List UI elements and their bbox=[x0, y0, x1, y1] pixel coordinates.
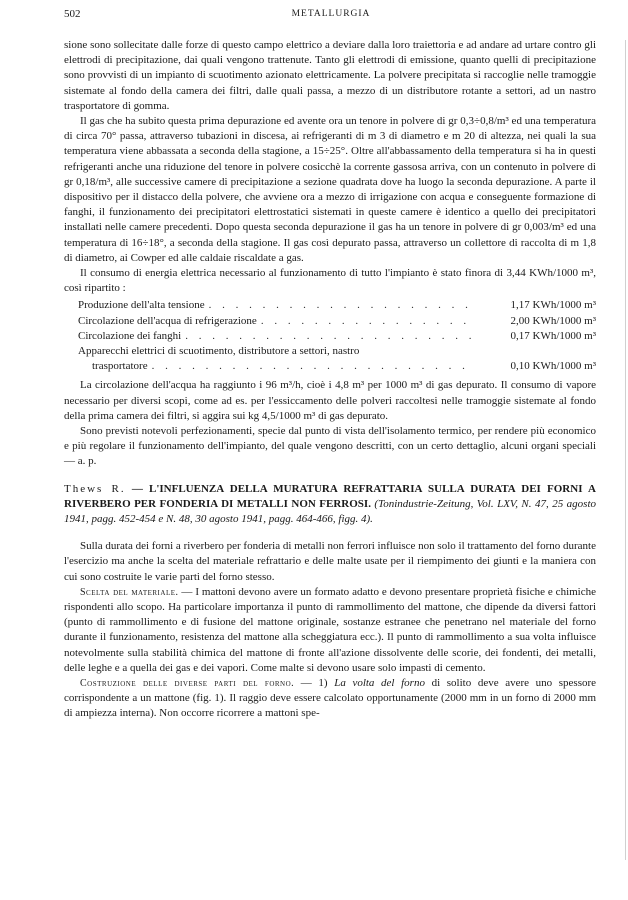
page-number: 502 bbox=[64, 8, 81, 20]
paragraph: Il consumo di energia elettrica necessario al funzionamento di tutto l'impianto è stato finora di 3,44 KWh/1000 m³, così ripartito : bbox=[64, 267, 596, 295]
leader-dots bbox=[181, 329, 474, 344]
energy-row bbox=[78, 298, 596, 313]
section-label: Scelta del materiale. bbox=[80, 586, 179, 598]
energy-value: 2,00 KWh/1000 m³ bbox=[510, 314, 596, 327]
energy-label: Produzione dell'alta tensione bbox=[78, 299, 205, 312]
article-heading bbox=[64, 482, 596, 528]
energy-row bbox=[78, 314, 596, 329]
article-author: Thews R. bbox=[64, 482, 126, 495]
paragraph: La circolazione dell'acqua ha raggiunto i 96 m³/h, cioè i 4,8 m³ per 1000 m³ di gas depurato. Il consumo di vapore necessario per diversi scopi, come ad es. per l'essiccamento delle polveri raccoltesi nelle tramoggie sistemate al fondo della prima camera dei filtri, si aggira sui kg 4,5/1000 m³ di gas depurato. bbox=[64, 379, 596, 422]
section-italic: La volta del forno bbox=[334, 677, 425, 690]
paragraph bbox=[64, 585, 596, 676]
section-number: — 1) bbox=[300, 677, 328, 690]
energy-value: 0,10 KWh/1000 m³ bbox=[510, 360, 596, 373]
energy-label: Circolazione dell'acqua di refrigerazione bbox=[78, 314, 257, 327]
energy-row bbox=[78, 329, 596, 344]
energy-value: 0,17 KWh/1000 m³ bbox=[510, 329, 596, 342]
leader-dots bbox=[257, 314, 474, 329]
article-source: (Tonindustrie-Zeitung, Vol. LXV, N. 47, 25 agosto 1941, pagg. 452-454 e N. 48, 30 agosto 1941, pagg. 464-466, figg. 4). bbox=[64, 497, 597, 526]
leader-dots bbox=[205, 298, 474, 313]
energy-row bbox=[78, 344, 596, 359]
page-edge-line bbox=[625, 40, 626, 860]
energy-value: 1,17 KWh/1000 m³ bbox=[510, 299, 596, 312]
energy-label: Apparecchi elettrici di scuotimento, distributore a settori, nastro bbox=[78, 345, 360, 358]
spacer bbox=[64, 470, 596, 482]
section-text: di solito deve avere uno spessore corrispondente a un mattone (fig. 1). Il raggio deve essere calcolato opportunamente (2000 mm in un forno di 2000 mm di ampiezza interna). Non occorre ricorrere a mattoni spe- bbox=[64, 677, 597, 720]
section-text: — I mattoni devono avere un formato adatto e devono presentare proprietà fisiche e chimiche rispondenti allo scopo. Ha particolare importanza il punto di rammollimento del mattone, che dipende da diversi fattori (punto di rammollimento e di fusione del mattone originale, sostanze estranee che penetrano nel materiale del forno durante il funzionamento, resistenza del mattone alla scheggiatura ecc.). Il punto di rammollimento a sua volta influisce notevolmente sulla stabilità chimica del mattone di fronte all'azione dissolvente delle scorie, dei fondenti, dei metalli, delle leghe e a quella dei gas e dei vapori. Come malte si devono usare solo impasti di cemento. bbox=[64, 585, 596, 674]
running-title: METALLURGIA bbox=[291, 9, 371, 19]
paragraph: Sulla durata dei forni a riverbero per fonderia di metalli non ferrori influisce non solo il trattamento del forno durante l'esercizio ma anche la scelta del materiale refrattario e delle malte usate per il riempimento dei giunti e la maniera con cui sono costruite le varie parti del forno stesso. bbox=[64, 540, 596, 583]
page-header bbox=[64, 8, 598, 24]
paragraph: Sono previsti notevoli perfezionamenti, specie dal punto di vista dell'isolamento termico, per rendere più economico e più regolare il funzionamento dell'impianto, del quale vengono descritti, con un certo dettaglio, alcuni organi speciali — a. p. bbox=[64, 425, 596, 468]
leader-dots bbox=[148, 359, 474, 374]
page-body bbox=[64, 38, 596, 722]
paragraph: Il gas che ha subito questa prima depurazione ed avente ora un tenore in polvere di gr 0,3÷0,8/m³ ed una temperatura di circa 70° passa, attraverso tubazioni in discesa, ai refrigeranti di m 3 di diametro e m 20 di altezza, nei quali la sua temperatura viene abbassata a seconda della stagione, a 15÷25°. Oltre all'abbassamento della temperatura si ha in questi refrigeranti anche una riduzione del tenore in polvere cosicchè la corrente gassosa arriva, con un contenuto in polvere di gr 0,18/m³, alle successive camere di precipitazione a sezione quadrata dove ha luogo la seconda depurazione. A parte il dispositivo per il distacco della polvere, che avviene ora a mezzo di irrigazione con acqua e conseguente formazione di fanghi, il funzionamento dei precipitatori elettrostatici sistemati in queste camere è identico a quello dei precipitatori installati nelle camere precedenti. Dopo questa seconda depurazione il gas ha un tenore in polvere di gr 0,003/m³ ed una temperatura di 16÷18°, a seconda della stagione. Il gas così depurato passa, attraverso un collettore di raccolta di m 1,8 di diametro, ai Cowper ed alle caldaie riscaldate a gas. bbox=[64, 115, 596, 264]
energy-label: Circolazione dei fanghi bbox=[78, 329, 182, 342]
energy-row bbox=[78, 359, 596, 374]
section-label: Costruzione delle diverse parti del forno. bbox=[80, 678, 295, 690]
paragraph bbox=[64, 676, 596, 722]
paragraph: sione sono sollecitate dalle forze di questo campo elettrico a deviare dalla loro traiettoria e ad andare ad urtare contro gli elettrodi di precipitazione, dai quali vengono trattenute. Tanto gli elettrodi di emissione, quanto quelli di precipitazione sono provvisti di un impianto di scuotimento azionato elettricamente. La polvere precipitata si raccoglie nelle tramoggie sistemate al fondo della camera dei filtri, dalle quali passa, a mezzo di un distributore rotante a settori, ad un nastro trasportatore di gomma. bbox=[64, 39, 596, 112]
energy-table bbox=[78, 298, 596, 374]
energy-label: trasportatore bbox=[92, 360, 148, 373]
article-title: — L'INFLUENZA DELLA MURATURA REFRATTARIA SULLA DURATA DEI FORNI A RIVERBERO PER FONDERIA DI METALLI NON FERROSI. bbox=[64, 482, 597, 510]
spacer bbox=[64, 527, 596, 539]
